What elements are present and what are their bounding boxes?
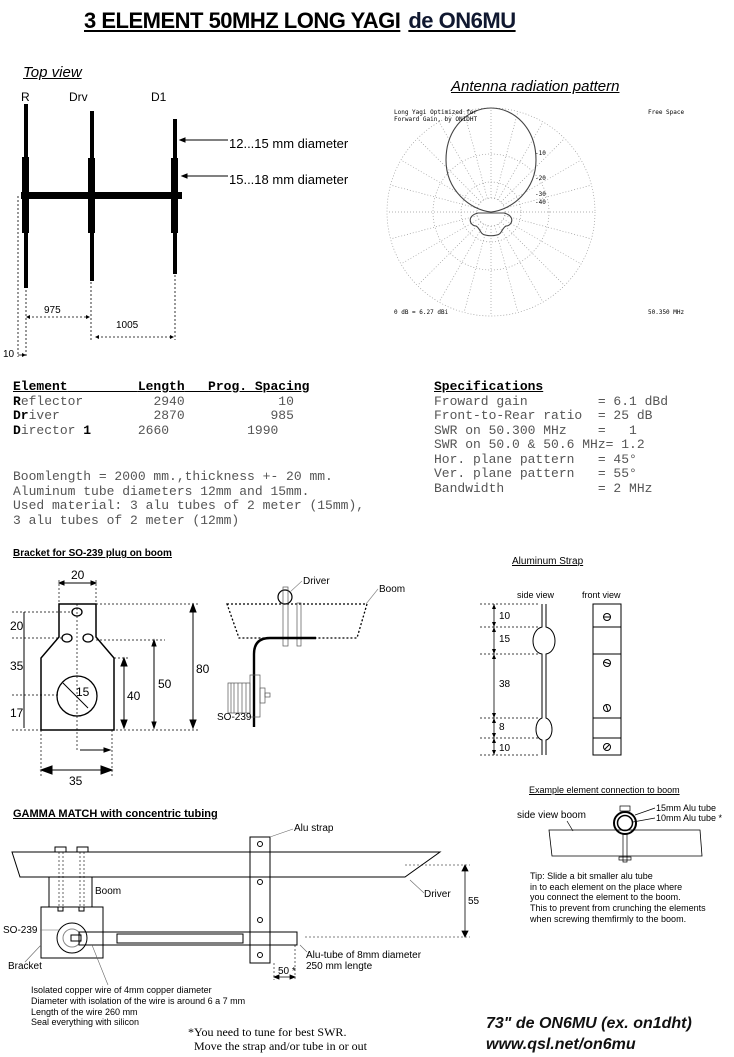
strap-dim-2: 15	[499, 634, 511, 645]
gamma-boom	[12, 852, 440, 877]
gamma-driver-label: Driver	[424, 889, 451, 900]
row-length: 2660	[137, 422, 170, 438]
title-main: 3 ELEMENT 50MHZ LONG YAGI	[84, 8, 401, 33]
header-element: Element	[13, 379, 68, 394]
row-initial: Dr	[13, 408, 29, 423]
gamma-tube-inner	[117, 934, 243, 943]
strap-side-view-label: side view	[517, 590, 555, 600]
so239-connector	[57, 923, 87, 953]
bracket-dim-lower: 17	[10, 706, 24, 720]
spec-value: = 1	[597, 422, 637, 438]
note-line: Used material: 3 alu tubes of 2 meter (15mm),	[13, 498, 365, 513]
gamma-dim-50: 50 *	[278, 966, 296, 977]
header-spacing: Prog. Spacing	[208, 379, 310, 394]
bracket-dim-50: 50	[158, 677, 172, 691]
ring-label-10: -10	[535, 150, 546, 157]
bracket-dim-80: 80	[196, 662, 210, 676]
tune-line2: Move the strap and/or tube in or out	[188, 1039, 367, 1053]
inner-tube-label: 10mm Alu tube *	[656, 813, 723, 823]
tip-diameter-label: 12...15 mm diameter	[229, 136, 349, 151]
note-line: Aluminum tube diameters 12mm and 15mm.	[13, 483, 310, 499]
bracket-dim-upper: 20	[10, 619, 24, 633]
tip-line: you connect the element to the boom.	[530, 892, 681, 903]
row-name: eflector	[20, 393, 84, 409]
row-initial: D	[13, 422, 21, 438]
bracket-so239-label: SO-239	[217, 712, 252, 723]
title-callsign: de ON6MU	[408, 8, 516, 33]
strap-dim-5: 10	[499, 743, 511, 754]
side-view-boom-label: side view boom	[517, 810, 586, 821]
spec-value: = 2 MHz	[597, 480, 653, 496]
specifications-heading: Specifications	[434, 379, 544, 394]
wire-note-line: Isolated copper wire of 4mm copper diameter	[31, 985, 212, 995]
outer-tube-label: 15mm Alu tube	[656, 803, 717, 813]
row-spacing: 1990	[247, 422, 279, 438]
bracket-dim-middle: 35	[10, 659, 24, 673]
gamma-alu-strap	[250, 837, 270, 963]
note-line: 3 alu tubes of 2 meter (12mm)	[13, 512, 240, 528]
connection-heading: Example element connection to boom	[529, 785, 680, 795]
pattern-gain-reference: 0 dB = 6.27 dBi	[394, 309, 449, 316]
spec-value: = 6.1 dBd	[597, 393, 669, 409]
gamma-heading: GAMMA MATCH with concentric tubing	[13, 808, 218, 820]
pattern-caption-line2: Forward Gain, by ON1DHT	[394, 116, 478, 123]
tune-note	[188, 1025, 367, 1053]
bracket-dim-hole: 15	[76, 685, 90, 699]
row-name: iver	[28, 408, 60, 423]
spec-value: = 25 dB	[597, 408, 653, 423]
pattern-free-space: Free Space	[648, 109, 685, 116]
row-length: 2870	[153, 408, 185, 423]
bracket-dim-top-width: 20	[71, 568, 85, 582]
ring-label-30: -30	[535, 191, 546, 198]
row-spacing: 10	[278, 393, 294, 409]
gamma-boom-label: Boom	[95, 886, 122, 897]
tip-line: Tip: Slide a bit smaller alu tube	[530, 871, 653, 881]
wire-note-line: Diameter with isolation of the wire is around 6 a 7 mm	[31, 995, 246, 1006]
label-driver: Drv	[69, 90, 88, 104]
bracket-heading: Bracket for SO-239 plug on boom	[13, 548, 172, 559]
wire-note-line: Length of the wire 260 mm	[31, 1006, 138, 1017]
row-length: 2940	[153, 393, 185, 409]
ring-label-40: -40	[535, 199, 546, 206]
footer-callsign: 73" de ON6MU (ex. on1dht)	[486, 1015, 692, 1032]
spec-label: Bandwidth	[434, 480, 598, 496]
dim-driver-director: 1005	[116, 320, 139, 331]
strap-heading: Aluminum Strap	[512, 556, 584, 567]
spec-label: Ver. plane pattern	[434, 466, 598, 481]
bracket-boom-label: Boom	[379, 584, 406, 595]
strap-dim-3: 38	[499, 679, 511, 690]
note-line: Boomlength = 2000 mm.,thickness +- 20 mm.	[13, 469, 333, 484]
spec-label: SWR on 50.300 MHz	[434, 422, 598, 438]
dim-reflector-driver: 975	[44, 305, 61, 316]
strap-dim-4: 8	[499, 722, 505, 733]
gamma-wire-notes	[31, 985, 245, 1028]
footer-website[interactable]: www.qsl.net/on6mu	[486, 1036, 636, 1053]
spec-label: SWR on 50.0 & 50.6 MHz	[434, 437, 606, 452]
row-suffix: 1	[83, 422, 92, 438]
header-length: Length	[137, 379, 185, 394]
tip-line: when screwing themfirmly to the boom.	[530, 913, 687, 924]
bracket-dim-40: 40	[127, 689, 141, 703]
footer	[486, 1013, 692, 1055]
spec-value: = 45°	[597, 451, 637, 467]
row-spacing: 985	[270, 408, 294, 423]
pattern-caption-line1: Long Yagi Optimized for	[394, 109, 478, 116]
gamma-tube-line1: Alu-tube of 8mm diameter	[306, 950, 422, 961]
center-diameter-label: 15...18 mm diameter	[229, 172, 349, 187]
bracket-dim-bottom: 35	[69, 774, 83, 788]
gamma-bracket-label: Bracket	[8, 961, 42, 972]
tip-line: in to each element on the place where	[530, 881, 683, 892]
strap-front-view-label: front view	[582, 590, 621, 600]
gamma-so239-label: SO-239	[3, 925, 38, 936]
gamma-tube-line2: 250 mm lengte	[306, 961, 373, 972]
bracket-driver-label: Driver	[303, 576, 330, 587]
row-name: irector	[20, 422, 84, 438]
pattern-frequency: 50.350 MHz	[648, 309, 685, 316]
ring-label-20: -20	[535, 175, 546, 182]
gamma-alu-strap-label: Alu strap	[294, 823, 334, 834]
dim-offset: 10	[3, 349, 15, 360]
label-reflector: R	[21, 90, 30, 104]
gamma-dim-55: 55	[468, 896, 480, 907]
strap-dim-1: 10	[499, 611, 511, 622]
row-initial: R	[13, 393, 21, 409]
tune-line1: *You need to tune for best SWR.	[188, 1025, 347, 1039]
spec-label: Front-to-Rear ratio	[434, 408, 598, 423]
pattern-heading: Antenna radiation pattern	[451, 78, 620, 95]
spec-value: = 1.2	[605, 437, 645, 452]
wire-note-line: Seal everything with silicon	[31, 1017, 140, 1028]
spec-value: = 55°	[597, 466, 637, 481]
spec-label: Hor. plane pattern	[434, 451, 598, 467]
tip-line: This to prevent from crunching the elements	[530, 903, 706, 914]
top-view-heading: Top view	[23, 64, 82, 81]
label-director: D1	[151, 90, 167, 104]
spec-label: Froward gain	[434, 393, 598, 409]
